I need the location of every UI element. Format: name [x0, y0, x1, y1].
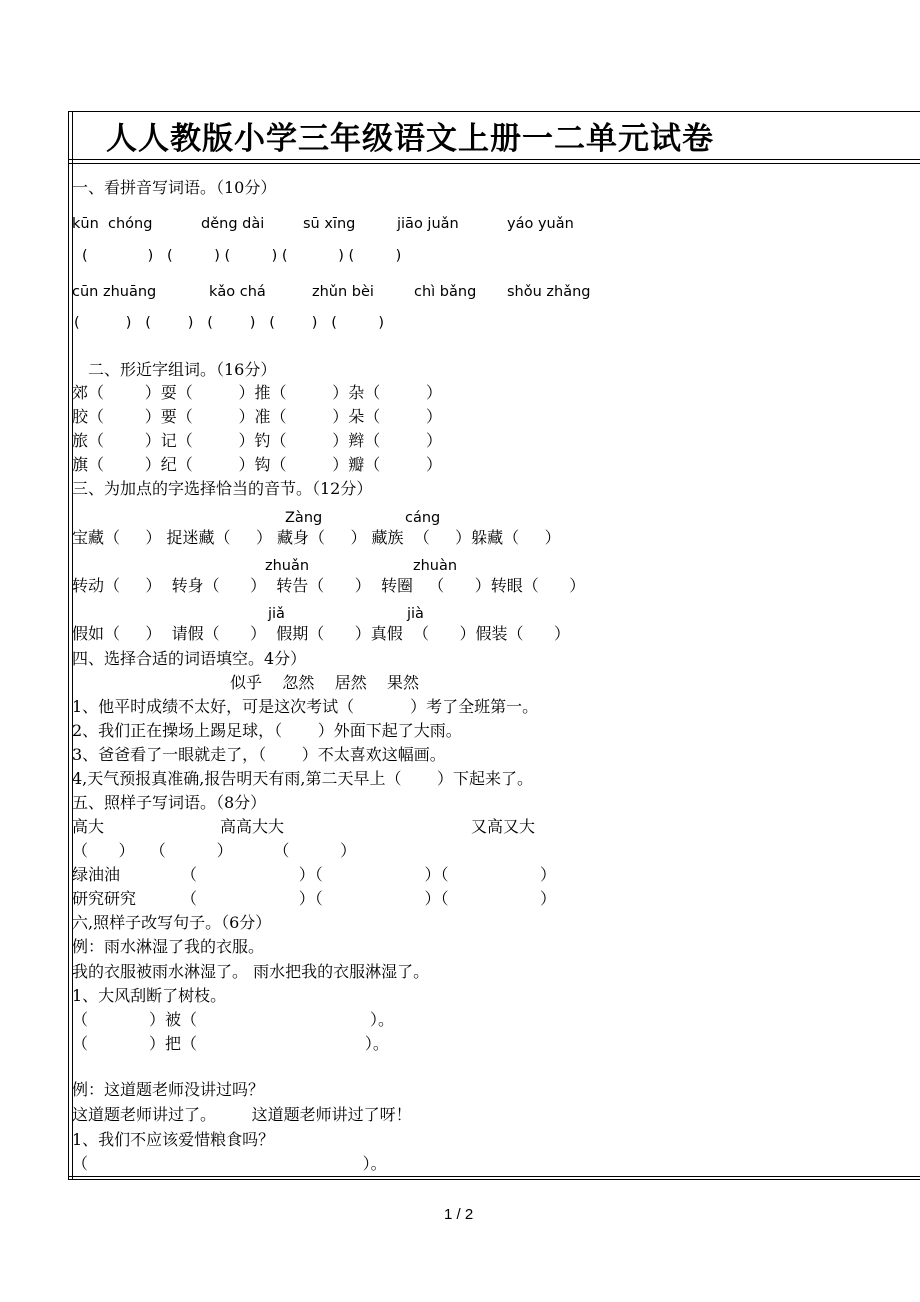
- answer-blanks: （ ） （ ） （ ）: [72, 841, 357, 860]
- pinyin-option: zhuǎn: [265, 558, 310, 574]
- example-answer: 这道题老师讲过了。 这道题老师讲过了呀！: [72, 1105, 412, 1124]
- pinyin-option: zhuàn: [413, 558, 458, 574]
- top-border: [68, 111, 920, 112]
- pinyin: kūn chóng: [72, 216, 153, 232]
- answer-blanks: （ ）。: [72, 1154, 387, 1173]
- pinyin: chì bǎng: [414, 284, 477, 300]
- page-number: 1 / 2: [444, 1206, 474, 1223]
- fill-item: 2、我们正在操场上踢足球，（ ）外面下起了大雨。: [72, 721, 462, 740]
- pinyin: zhǔn bèi: [312, 284, 374, 300]
- section-3-heading: 三、为加点的字选择恰当的音节。（12分）: [72, 479, 373, 498]
- example-sentence: 例：雨水淋湿了我的衣服。: [72, 937, 265, 956]
- given-word: 研究研究: [72, 889, 137, 908]
- pronunciation-row: 转动（ ） 转身（ ） 转告（ ） 转圈 （ ）转眼（ ）: [72, 576, 586, 595]
- answer-blanks: ( ) ( ) ( ) ( ) ( ): [74, 315, 385, 331]
- section-4-heading: 四、选择合适的词语填空。4分）: [72, 649, 307, 668]
- pinyin-option: jiǎ: [268, 606, 285, 622]
- pinyin: cūn zhuāng: [72, 284, 157, 300]
- section-2-heading: 二、形近字组词。（16分）: [88, 360, 277, 379]
- section-1-heading: 一、看拼音写词语。（10分）: [72, 178, 277, 197]
- pronunciation-row: 宝藏（ ） 捉迷藏（ ） 藏身（ ） 藏族 （ ）躲藏（ ）: [72, 528, 561, 547]
- pinyin: kǎo chá: [209, 284, 266, 300]
- question: 1、我们不应该爱惜粮食吗？: [72, 1130, 275, 1149]
- pinyin: yáo yuǎn: [507, 216, 574, 232]
- similar-char-row: 旗（ ）纪（ ）钩（ ）瓣（ ）: [72, 455, 443, 474]
- page-title: 人人教版小学三年级语文上册一二单元试卷: [106, 121, 714, 157]
- similar-char-row: 胶（ ）要（ ）准（ ）朵（ ）: [72, 407, 443, 426]
- section-6-heading: 六,照样子改写句子。（6分）: [72, 913, 272, 932]
- section-5-heading: 五、照样子写词语。（8分）: [72, 793, 267, 812]
- pinyin: jiāo juǎn: [397, 216, 459, 232]
- question: 1、大风刮断了树枝。: [72, 986, 227, 1005]
- example-word: 高大: [72, 817, 105, 836]
- similar-char-row: 旅（ ）记（ ）钓（ ）辫（ ）: [72, 431, 443, 450]
- title-bottom-border: [68, 159, 920, 160]
- similar-char-row: 郊（ ）耍（ ）推（ ）杂（ ）: [72, 383, 443, 402]
- answer-blanks: ( ) ( ) ( ) ( ) ( ): [82, 248, 402, 264]
- pinyin-option: Zàng: [285, 510, 323, 526]
- bottom-border-2: [68, 1179, 920, 1180]
- pronunciation-row: 假如（ ） 请假（ ） 假期（ ）真假 （ ）假装（ ）: [72, 624, 571, 643]
- answer-blanks: （ ）（ ）（ ）: [181, 889, 556, 908]
- given-word: 绿油油: [72, 865, 121, 884]
- pinyin-option: jià: [407, 606, 424, 622]
- bottom-border: [68, 1176, 920, 1177]
- example-word: 又高又大: [471, 817, 536, 836]
- answer-blanks: （ ）把（ ）。: [72, 1034, 389, 1053]
- answer-blanks: （ ）被（ ）。: [72, 1010, 394, 1029]
- pinyin: sū xīng: [303, 216, 356, 232]
- word-options: 似乎 忽然 居然 果然: [230, 673, 420, 692]
- example-word: 高高大大: [220, 817, 285, 836]
- example-sentence: 例：这道题老师没讲过吗？: [72, 1080, 265, 1099]
- title-bottom-border-2: [68, 163, 920, 164]
- answer-blanks: （ ）（ ）（ ）: [181, 865, 556, 884]
- example-answer: 我的衣服被雨水淋湿了。 雨水把我的衣服淋湿了。: [72, 962, 430, 981]
- left-border: [68, 111, 69, 1179]
- pinyin: shǒu zhǎng: [507, 284, 591, 300]
- fill-item: 4,天气预报真准确,报告明天有雨,第二天早上（ ）下起来了。: [72, 769, 534, 788]
- pinyin-option: cáng: [405, 510, 441, 526]
- fill-item: 3、爸爸看了一眼就走了，（ ）不太喜欢这幅画。: [72, 745, 446, 764]
- pinyin: děng dài: [201, 216, 265, 232]
- fill-item: 1、他平时成绩不太好，可是这次考试（ ）考了全班第一。: [72, 697, 539, 716]
